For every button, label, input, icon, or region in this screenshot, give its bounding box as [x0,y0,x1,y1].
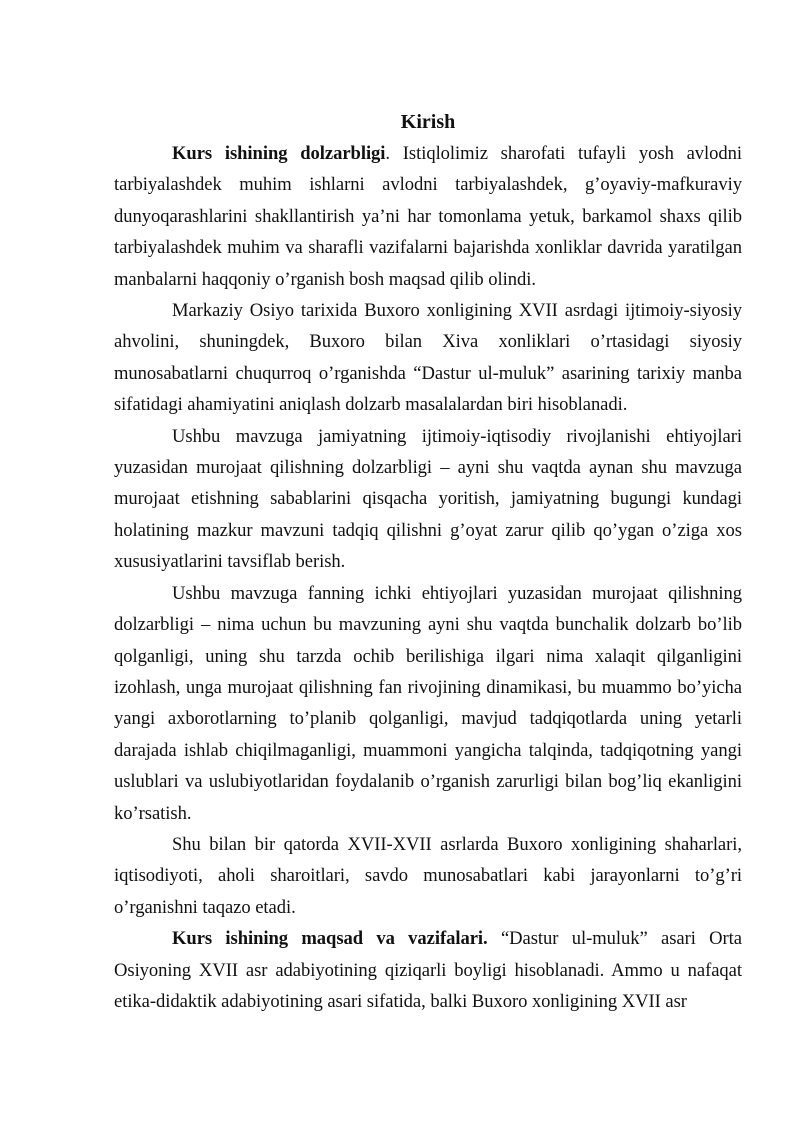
paragraph-text: Markaziy Osiyo tarixida Buxoro xonligining XVII asrdagi ijtimoiy-siyosiy ahvolini, shuningdek, Buxoro bilan Xiva xonliklari o’rtasidagi siyosiy munosabatlarni chuqurroq o’rganishda “Dastur ul-muluk” asarining tarixiy manba sifatidagi ahamiyatini aniqlash dolzarb masalalardan biri hisoblanadi. [114,300,742,416]
document-page [114,106,742,1017]
paragraph-lead: Kurs ishining maqsad va vazifalari. [172,928,488,950]
paragraph-goals [114,923,742,1017]
paragraph-text: Ushbu mavzuga fanning ichki ehtiyojlari yuzasidan murojaat qilishning dolzarbligi – nima uchun bu mavzuning ayni shu vaqtda bunchalik dolzarb bo’lib qolganligi, uning shu tarzda ochib berilishiga ilgari nima xalaqit qilganligini izohlash, unga murojaat qilishning fan rivojining dinamikasi, bu muammo bo’yicha yangi axborotlarning to’planib qolganligi, mavjud tadqiqotlarda uning yetarli darajada ishlab chiqilmaganligi, muammoni yangicha talqinda, tadqiqotning yangi uslublari va uslubiyotlaridan foydalanib o’rganish zarurligi bilan bog’liq ekanligini ko’rsatish. [114,582,742,824]
paragraph-central-asia [114,295,742,421]
page-title: Kirish [400,111,456,133]
paragraph-text: Shu bilan bir qatorda XVII-XVII asrlarda Buxoro xonligining shaharlari, iqtisodiyoti, aholi sharoitlari, savdo munosabatlari kabi jarayonlarni to’g’ri o’rganishni taqazo etadi. [114,833,742,918]
paragraph-lead: Kurs ishining dolzarbligi [172,143,386,164]
paragraph-text: “Dastur ul-muluk” asari Orta Osiyoning XVII asr adabiyotining qiziqarli boyligi hisoblanadi. Ammo u nafaqat etika-didaktik adabiyotining asari sifatida, balki Buxoro xonligining XVII asr [114,928,742,1012]
paragraph-socioeconomic [114,421,742,578]
paragraph-science-needs [114,578,742,829]
paragraph-text: . Istiqlolimiz sharofati tufayli yosh avlodni tarbiyalashdek muhim ishlarni avlodni tarbiyalashdek, g’oyaviy-mafkuraviy dunyoqarashlarini shakllantirish ya’ni har tomonlama yetuk, barkamol shaxs qilib tarbiyalashdek muhim va sharafli vazifalarni bajarishda xonliklar davrida yaratilgan manbalarni haqqoniy o’rganish bosh maqsad qilib olindi. [114,143,742,290]
paragraph-relevance [114,138,742,295]
paragraph-cities [114,829,742,923]
paragraph-text: Ushbu mavzuga jamiyatning ijtimoiy-iqtisodiy rivojlanishi ehtiyojlari yuzasidan murojaat qilishning dolzarbligi – ayni shu vaqtda aynan shu mavzuga murojaat etishning sabablarini qisqacha yoritish, jamiyatning bugungi kundagi holatining mazkur mavzuni tadqiq qilishni g’oyat zarur qilib qo’ygan o’ziga xos xususiyatlarini tavsiflab berish. [114,425,742,573]
